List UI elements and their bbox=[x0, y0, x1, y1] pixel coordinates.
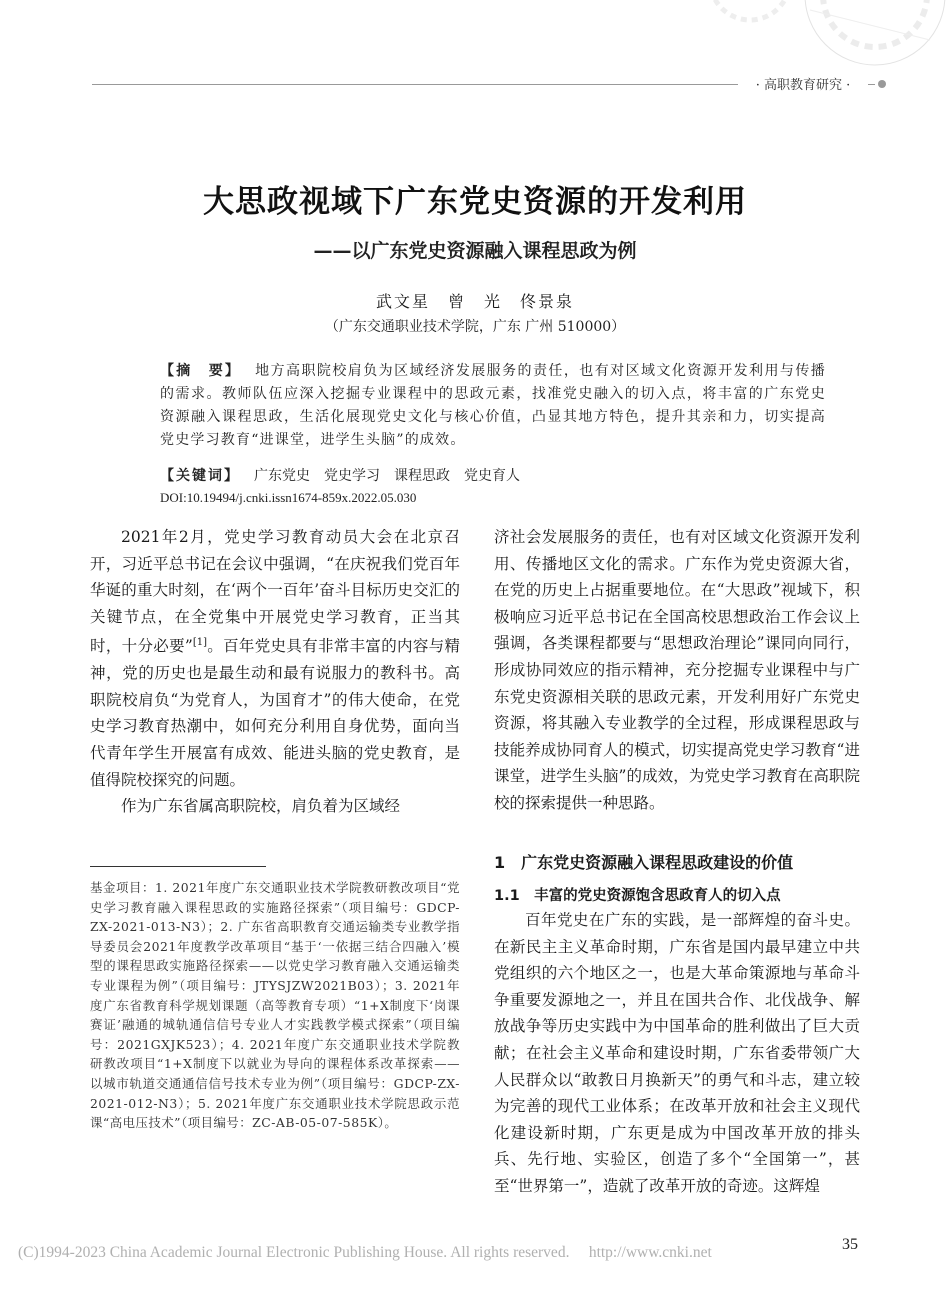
authors: 武文星 曾 光 佟景泉 bbox=[375, 292, 574, 311]
body-right-column bbox=[494, 524, 860, 817]
paragraph: 济社会发展服务的责任，也有对区域文化资源开发利用、传播地区文化的需求。广东作为党史资源大省，在党的历史上占据重要地位。在“大思政”视域下，积极响应习近平总书记在全国高校思想政治工作会议上强调，各类课程都要与“思想政治理论”课同向同行，形成协同效应的指示精神，充分挖掘专业课程中与广东党史资源相关联的思政元素，开发利用好广东党史资源，将其融入专业教学的全过程，形成课程思政与技能养成协同育人的模式，切实提高党史学习教育“进课堂，进学生头脑”的成效，为党史学习教育在高职院校的探索提供一种思路。 bbox=[494, 528, 860, 812]
funding-footnote: 基金项目：1. 2021年度广东交通职业技术学院教研教改项目“党史学习教育融入课程思政的实施路径探索”（项目编号：GDCP-ZX-2021-013-N3）；2. 广东省高职教育交通运输类专业教学指导委员会2021年度教学改革项目“基于‘一依据三结合四融入’模型的课程思政实施路径探索——以党史学习教育融入交通运输类专业课程为例”（项目编号：JTYSJZW2021B03）；3. 2021年度广东省教育科学规划课题（高等教育专项）“1+X制度下‘岗课赛证’融通的城轨通信信号专业人才实践教学模式探索”（项目编号：2021GXJK523）；4. 2021年度广东交通职业技术学院教研教改项目“1+X制度下以就业为导向的课程体系改革探索——以城市轨道交通通信信号技术专业为例”（项目编号：GDCP-ZX-2021-012-N3）；5. 2021年度广东交通职业技术学院思政示范课“高电压技术”（项目编号：ZC-AB-05-07-585K）。 bbox=[90, 880, 460, 1131]
body-left-column bbox=[90, 524, 460, 820]
paragraph-text: 2021年2月，党史学习教育动员大会在北京召开，习近平总书记在会议中强调，“在庆祝我们党百年华诞的重大时刻，在‘两个一百年’奋斗目标历史交汇的关键节点，在全党集中开展党史学习教育，正当其时，十分必要” bbox=[90, 528, 460, 656]
affiliation: （广东交通职业技术学院，广东 广州 510000） bbox=[324, 319, 626, 335]
page-number: 35 bbox=[842, 1236, 858, 1253]
footnote-rule bbox=[90, 866, 266, 867]
header-rule bbox=[92, 84, 812, 85]
keywords-label: 【关键词】 bbox=[160, 468, 240, 484]
abstract bbox=[160, 360, 826, 452]
copyright-watermark: (C)1994-2023 China Academic Journal Electronic Publishing House. All rights reserved. http://www.cnki.net bbox=[18, 1244, 712, 1261]
gear-decoration bbox=[690, 0, 950, 75]
abstract-text: 地方高职院校肩负为区域经济发展服务的责任，也有对区域文化资源开发利用与传播的需求。教师队伍应深入挖掘专业课程中的思政元素，找准党史融入的切入点，将丰富的广东党史资源融入课程思政，生活化展现党史文化与核心价值，凸显其地方特色，提升其亲和力，切实提高党史学习教育“进课堂，进学生头脑”的成效。 bbox=[160, 363, 826, 448]
section-heading: 1 广东党史资源融入课程思政建设的价值 bbox=[494, 853, 794, 872]
article-subtitle: ——以广东党史资源融入课程思政为例 bbox=[313, 240, 637, 262]
subsection-heading: 1.1 丰富的党史资源饱含思政育人的切入点 bbox=[494, 888, 781, 904]
keyword: 广东党史 bbox=[254, 468, 310, 484]
paragraph: 百年党史在广东的实践，是一部辉煌的奋斗史。在新民主主义革命时期，广东省是国内最早建立中共党组织的六个地区之一，也是大革命策源地与革命斗争重要发源地之一，并且在国共合作、北伐战争、解放战争等历史实践中为中国革命的胜利做出了巨大贡献；在社会主义革命和建设时期，广东省委带领广大人民群众以“敢教日月换新天”的勇气和斗志，建立较为完善的现代工业体系；在改革开放和社会主义现代化建设新时期，广东更是成为中国改革开放的排头兵、先行地、实验区，创造了多个“全国第一”，甚至“世界第一”，造就了改革开放的奇迹。这辉煌 bbox=[494, 911, 860, 1195]
paragraph bbox=[90, 524, 460, 793]
doi: DOI:10.19494/j.cnki.issn1674-859x.2022.05.030 bbox=[160, 490, 417, 505]
keyword: 课程思政 bbox=[394, 468, 450, 484]
citation-ref[interactable]: [1] bbox=[192, 637, 207, 649]
keywords bbox=[160, 465, 826, 485]
abstract-label: 【摘 要】 bbox=[160, 363, 242, 379]
journal-section-label: · 高职教育研究 · bbox=[738, 74, 868, 93]
header-dot-icon bbox=[878, 80, 886, 88]
paragraph-text: 。百年党史具有非常丰富的内容与精神，党的历史也是最生动和最有说服力的教科书。高职院校肩负“为党育人，为国育才”的伟大使命，在党史学习教育热潮中，如何充分利用自身优势，面向当代青年学生开展富有成效、能进头脑的党史教育，是值得院校探究的问题。 bbox=[90, 637, 460, 789]
article-title: 大思政视域下广东党史资源的开发利用 bbox=[203, 184, 747, 220]
keyword: 党史育人 bbox=[464, 468, 520, 484]
paragraph: 作为广东省属高职院校，肩负着为区域经 bbox=[121, 797, 401, 816]
keyword: 党史学习 bbox=[324, 468, 380, 484]
body-right-column-continued bbox=[494, 907, 860, 1200]
